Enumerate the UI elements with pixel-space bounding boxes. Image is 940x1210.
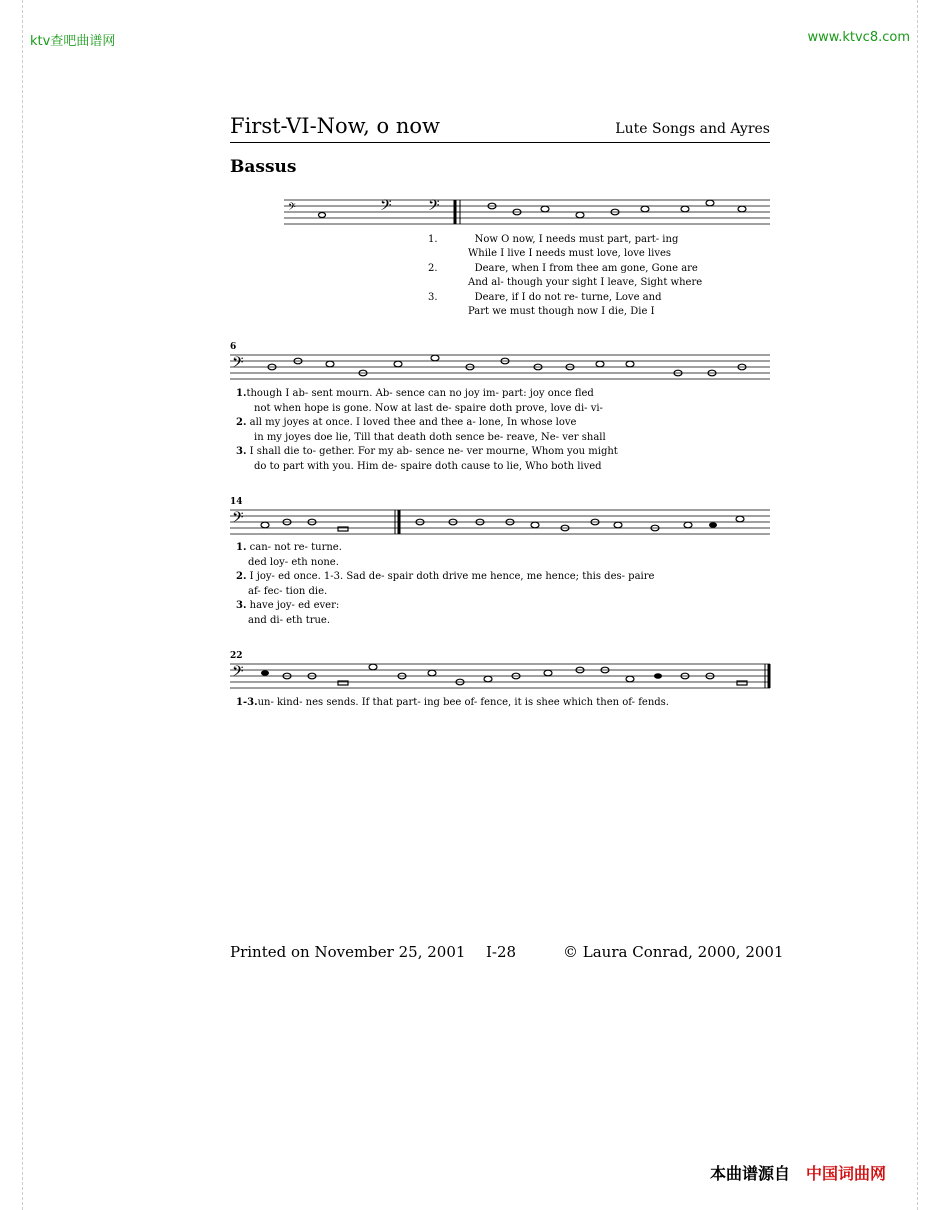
lyrics-system-1-v4: And al- though your sight I leave, Sight where bbox=[468, 277, 703, 288]
printed-date: Printed on November 25, 2001 bbox=[230, 943, 466, 961]
staff-system-3 bbox=[230, 505, 775, 541]
svg-text:𝄢: 𝄢 bbox=[232, 509, 244, 530]
lyrics-system-1-v3: 2. Deare, when I from thee am gone, Gone are bbox=[428, 263, 698, 274]
source-site-link[interactable]: 中国词曲网 bbox=[806, 1164, 887, 1183]
lyrics-system-1-v2: While I live I needs must love, love lives bbox=[468, 248, 672, 259]
staff-incipit bbox=[280, 195, 460, 231]
measure-number-6: 6 bbox=[230, 342, 237, 352]
lyrics-system-1-v5: 3. Deare, if I do not re- turne, Love and bbox=[428, 292, 662, 303]
svg-text:𝄢: 𝄢 bbox=[380, 197, 392, 218]
collection-name: Lute Songs and Ayres bbox=[615, 121, 770, 137]
measure-number-14: 14 bbox=[230, 497, 243, 507]
left-dashed-border bbox=[22, 0, 23, 1210]
measure-number-22: 22 bbox=[230, 651, 243, 661]
copyright: © Laura Conrad, 2000, 2001 bbox=[563, 943, 784, 961]
right-dashed-border bbox=[917, 0, 918, 1210]
svg-text:𝄢: 𝄢 bbox=[428, 197, 440, 218]
right-watermark-strip bbox=[918, 0, 940, 1210]
svg-text:𝄢: 𝄢 bbox=[288, 201, 296, 215]
site-name-link[interactable]: ktv查吧曲谱网 bbox=[30, 34, 116, 49]
part-name: Bassus bbox=[230, 157, 297, 177]
lyrics-system-1-v1: 1. Now O now, I needs must part, part- ing bbox=[428, 234, 679, 245]
page-number: I-28 bbox=[486, 943, 517, 961]
song-title: First-VI-Now, o now bbox=[230, 114, 440, 138]
source-label: 本曲谱源自 bbox=[710, 1164, 791, 1183]
staff-system-2 bbox=[230, 350, 775, 386]
svg-text:𝄢: 𝄢 bbox=[232, 354, 244, 375]
svg-text:𝄢: 𝄢 bbox=[232, 663, 244, 684]
site-url-link[interactable]: www.ktvc8.com bbox=[807, 30, 910, 45]
left-watermark-strip bbox=[0, 0, 22, 1210]
lyrics-system-3: 1. can- not re- turne. ded loy- eth none. 2. I joy- ed once. 1-3. Sad de- spair doth drive me hence, me hence; this des- paire af- fec- tion die. 3. have joy- ed ever: and di- eth true. bbox=[236, 542, 655, 626]
source-credit bbox=[710, 1161, 886, 1184]
title-rule bbox=[230, 142, 770, 143]
lyrics-system-4: 1-3.un- kind- nes sends. If that part- ing bee of- fence, it is shee which then of- fends. bbox=[236, 697, 669, 708]
staff-system-4 bbox=[230, 659, 775, 695]
lyrics-system-2: 1.though I ab- sent mourn. Ab- sence can no joy im- part: joy once fled not when hope is gone. Now at last de- spaire doth prove, love di- vi- 2. all my joyes at once. I loved thee and thee a- lone, In whose love in my joyes doe lie, Till that death doth sence be- reave, Ne- ver shall 3. I shall die to- gether. For my ab- sence ne- ver mourne, Whom you might do to part with you. Him de- spaire doth cause to lie, Who both lived bbox=[236, 388, 618, 472]
lyrics-system-1-v6: Part we must though now I die, Die I bbox=[468, 306, 655, 317]
